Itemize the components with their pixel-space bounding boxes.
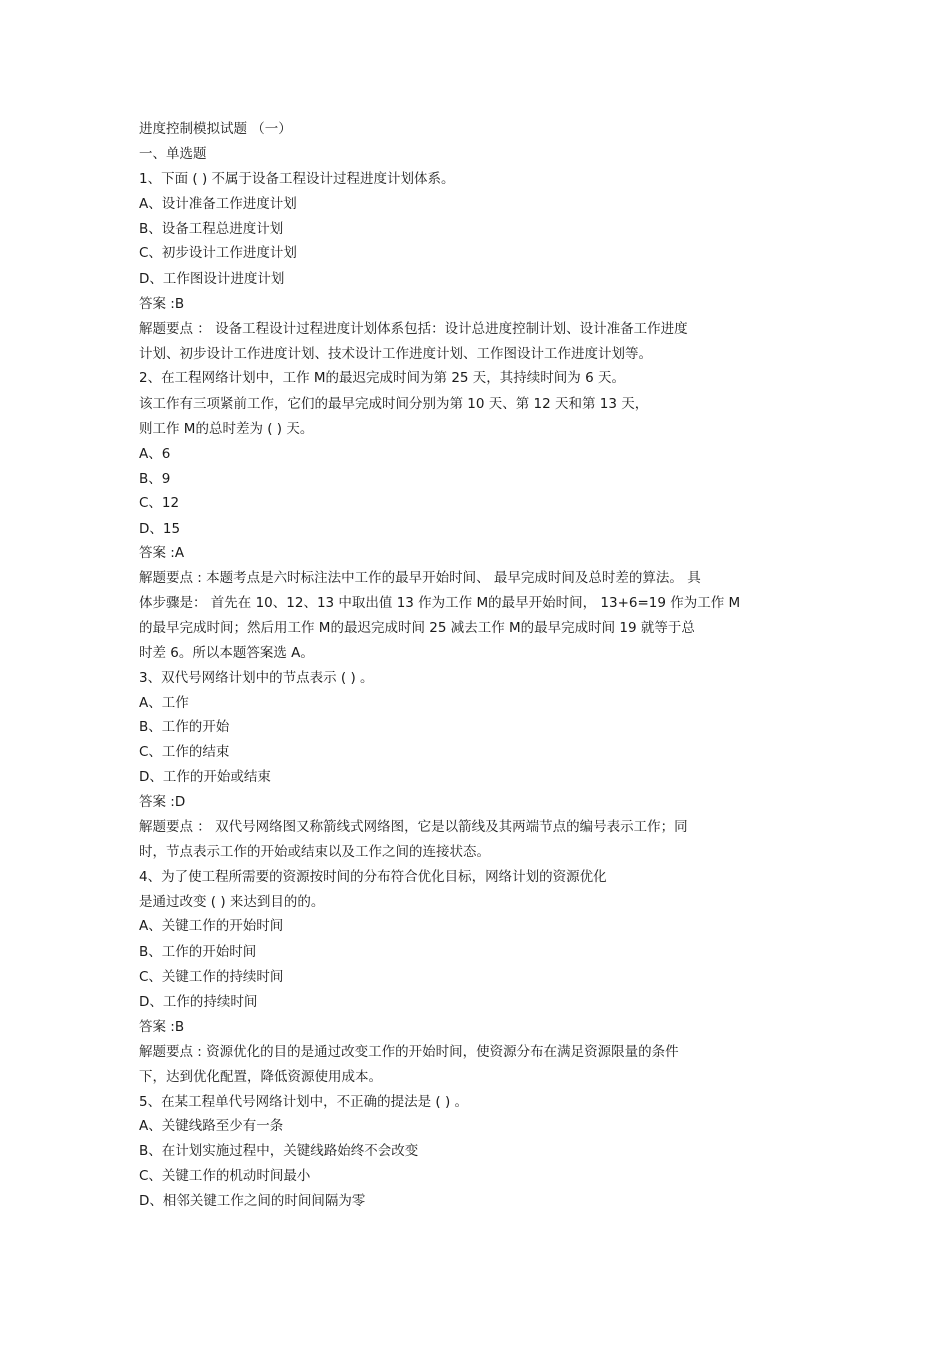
text-line: 4、为了使工程所需要的资源按时间的分布符合优化目标，网络计划的资源优化: [139, 869, 607, 885]
text-line: 解题要点 ： 设备工程设计过程进度计划体系包括：设计总进度控制计划、设计准备工作进度: [139, 321, 688, 337]
text-line: 答案 :A: [139, 545, 185, 561]
text-line: 5、在某工程单代号网络计划中，不正确的提法是 ( ) 。: [139, 1094, 468, 1110]
text-line: 计划、初步设计工作进度计划、技术设计工作进度计划、工作图设计工作进度计划等。: [139, 346, 652, 362]
text-line: 解题要点 : 本题考点是六时标注法中工作的最早开始时间、 最早完成时间及总时差的算法。 具: [139, 570, 701, 586]
text-line: 答案 :D: [139, 794, 186, 810]
text-line: D、相邻关键工作之间的时间间隔为零: [139, 1193, 366, 1209]
text-line: C、初步设计工作进度计划: [139, 245, 297, 261]
text-line: A、关键线路至少有一条: [139, 1118, 284, 1134]
text-line: 2、在工程网络计划中，工作 M的最迟完成时间为第 25 天，其持续时间为 6 天。: [139, 370, 625, 386]
text-line: 解题要点 : 资源优化的目的是通过改变工作的开始时间，使资源分布在满足资源限量的条件: [139, 1044, 679, 1060]
text-line: A、6: [139, 446, 171, 462]
text-line: 答案 :B: [139, 296, 185, 312]
text-line: 时，节点表示工作的开始或结束以及工作之间的连接状态。: [139, 844, 490, 860]
text-line: B、在计划实施过程中，关键线路始终不会改变: [139, 1143, 419, 1159]
document-title: 进度控制模拟试题 （一）: [139, 121, 292, 137]
text-line: C、12: [139, 495, 180, 511]
text-line: 的最早完成时间；然后用工作 M的最迟完成时间 25 减去工作 M的最早完成时间 19 就等于总: [139, 620, 695, 636]
text-line: A、关键工作的开始时间: [139, 918, 284, 934]
section-heading: 一、单选题: [139, 146, 207, 162]
text-line: B、9: [139, 471, 171, 487]
text-line: C、关键工作的持续时间: [139, 969, 284, 985]
text-line: 是通过改变 ( ) 来达到目的的。: [139, 894, 325, 910]
text-line: B、工作的开始时间: [139, 944, 257, 960]
text-line: 解题要点 ： 双代号网络图又称箭线式网络图，它是以箭线及其两端节点的编号表示工作；同: [139, 819, 688, 835]
text-line: A、工作: [139, 695, 189, 711]
text-line: D、工作图设计进度计划: [139, 271, 285, 287]
text-line: 答案 :B: [139, 1019, 185, 1035]
text-line: 该工作有三项紧前工作，它们的最早完成时间分别为第 10 天、第 12 天和第 13 天，: [139, 396, 649, 412]
text-line: B、设备工程总进度计划: [139, 221, 284, 237]
text-line: C、关键工作的机动时间最小: [139, 1168, 311, 1184]
text-line: B、工作的开始: [139, 719, 230, 735]
text-line: D、工作的开始或结束: [139, 769, 271, 785]
text-line: 下，达到优化配置，降低资源使用成本。: [139, 1069, 382, 1085]
text-line: 时差 6。所以本题答案选 A。: [139, 645, 314, 661]
text-line: 3、双代号网络计划中的节点表示 ( ) 。: [139, 670, 374, 686]
text-line: D、15: [139, 521, 181, 537]
text-line: C、工作的结束: [139, 744, 230, 760]
text-line: 1、下面 ( ) 不属于设备工程设计过程进度计划体系。: [139, 171, 455, 187]
text-line: 体步骤是： 首先在 10、12、13 中取出值 13 作为工作 M的最早开始时间， 13+6=19 作为工作 M: [139, 595, 741, 611]
text-line: D、工作的持续时间: [139, 994, 258, 1010]
text-line: A、设计准备工作进度计划: [139, 196, 297, 212]
text-line: 则工作 M的总时差为 ( ) 天。: [139, 421, 314, 437]
